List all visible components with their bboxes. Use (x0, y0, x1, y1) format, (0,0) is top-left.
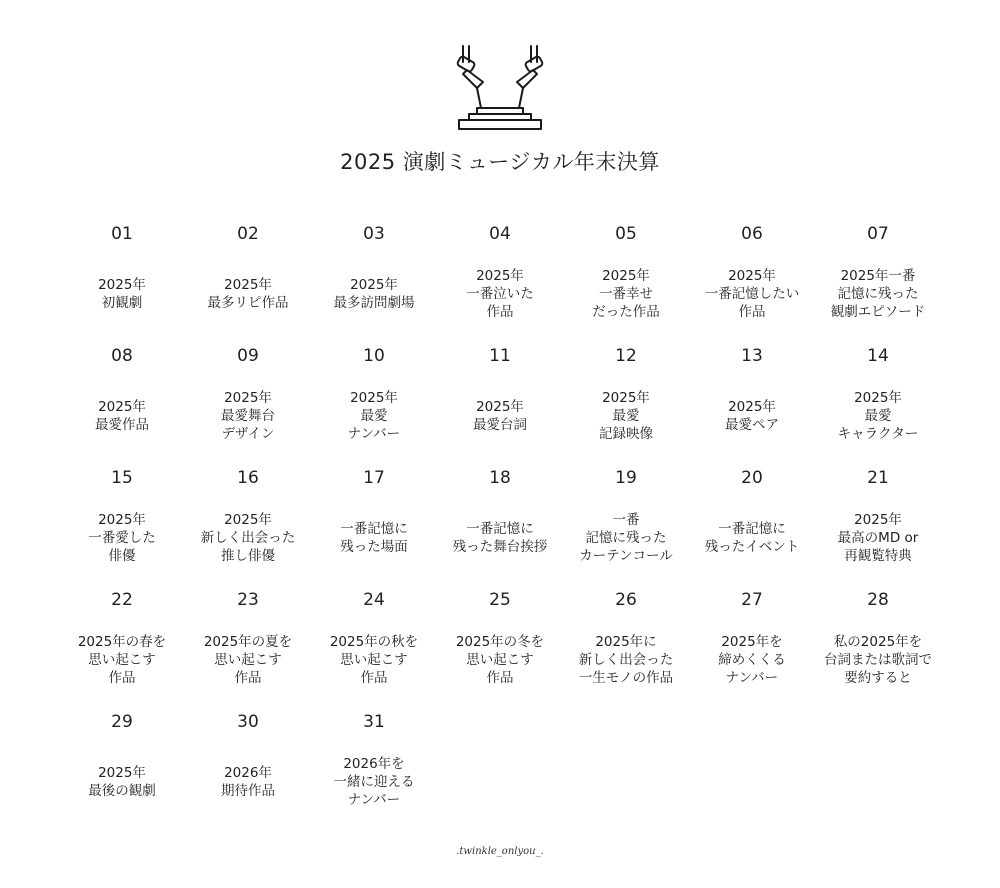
prompt-label-line: 作品 (108, 670, 136, 686)
prompt-label-line: 2025年 (854, 512, 902, 528)
prompt-label-line: 2025年一番 (840, 268, 916, 284)
prompt-label-line: 最多訪問劇場 (333, 295, 415, 311)
prompt-label-line: 初観劇 (101, 295, 143, 311)
prompt-number: 04 (489, 224, 511, 244)
prompt-label-line: 2025年 (98, 765, 146, 781)
prompt-number: 31 (363, 712, 385, 732)
prompt-number: 20 (741, 468, 763, 488)
prompt-label (59, 254, 185, 334)
prompt-label-line: 観劇エピソード (830, 304, 926, 320)
prompt-label-line: 新しく出会った (200, 530, 296, 546)
prompt-label-line: 残ったイベント (704, 539, 800, 555)
prompt-label-line: 最愛舞台 (221, 408, 275, 424)
prompt-label-line: 一番泣いた (466, 286, 534, 302)
prompt-label (185, 254, 311, 334)
prompt-label (563, 620, 689, 700)
prompt-number: 09 (237, 346, 259, 366)
prompt-number: 06 (741, 224, 763, 244)
prompt-label-line: 新しく出会った (578, 652, 674, 668)
prompt-label-line: 2025年の秋を (329, 634, 419, 650)
prompt-label-line: 俳優 (108, 548, 136, 564)
prompt-number: 16 (237, 468, 259, 488)
prompt-label (59, 620, 185, 700)
prompt-label-line: 一緒に迎える (333, 774, 415, 790)
prompt-label (59, 498, 185, 578)
prompt-label-line: デザイン (221, 426, 275, 442)
prompt-number: 17 (363, 468, 385, 488)
prompt-number: 19 (615, 468, 637, 488)
prompt-label-line: 2025年 (98, 277, 146, 293)
prompt-label-line: 2025年の冬を (455, 634, 545, 650)
prompt-label-line: 記憶に残った (837, 286, 919, 302)
prompt-label (311, 620, 437, 700)
prompt-label (437, 620, 563, 700)
prompt-label-line: 締めくくる (718, 652, 786, 668)
prompt-number: 15 (111, 468, 133, 488)
prompt-number: 26 (615, 590, 637, 610)
prompt-label (563, 376, 689, 456)
prompt-label-line: 2025年 (224, 390, 272, 406)
prompt-label-line: カーテンコール (579, 548, 673, 564)
prompt-label (185, 498, 311, 578)
prompt-label-line: 思い起こす (466, 652, 534, 668)
footer-credit: .twinkle_onlyou_. (456, 846, 544, 857)
prompt-label-line: 思い起こす (88, 652, 156, 668)
prompt-label-line: 思い起こす (340, 652, 408, 668)
prompt-number: 14 (867, 346, 889, 366)
prompt-number: 27 (741, 590, 763, 610)
prompt-label-line: 思い起こす (214, 652, 282, 668)
prompt-label-line: 最愛台詞 (473, 417, 527, 433)
prompt-label (185, 742, 311, 822)
prompt-number: 30 (237, 712, 259, 732)
prompt-label (689, 376, 815, 456)
prompt-label (437, 376, 563, 456)
prompt-number: 25 (489, 590, 511, 610)
prompt-label-line: 2026年を (343, 756, 405, 772)
prompt-label-line: 一生モノの作品 (578, 670, 674, 686)
prompt-label-line: 最後の観劇 (88, 783, 156, 799)
prompt-number: 13 (741, 346, 763, 366)
prompt-label-line: 最多リピ作品 (207, 295, 289, 311)
prompt-label-line: 作品 (234, 670, 262, 686)
prompt-label-line: 2026年 (224, 765, 272, 781)
prompt-label-line: 私の2025年を (833, 634, 923, 650)
prompt-label (59, 376, 185, 456)
prompt-label (311, 498, 437, 578)
prompt-number: 22 (111, 590, 133, 610)
prompt-label-line: 記憶に残った (585, 530, 667, 546)
prompt-label-line: ナンバー (347, 426, 401, 442)
prompt-label-line: 2025年の夏を (203, 634, 293, 650)
prompt-label (59, 742, 185, 822)
prompt-label-line: 一番幸せ (599, 286, 653, 302)
prompt-label-line: 2025年 (476, 268, 524, 284)
prompt-label (311, 254, 437, 334)
stage-spotlight-logo (455, 44, 545, 134)
prompt-label (563, 254, 689, 334)
prompt-label-line: 期待作品 (221, 783, 275, 799)
prompt-label-line: 2025年 (854, 390, 902, 406)
prompt-label-line: 2025年 (350, 277, 398, 293)
prompt-label-line: 作品 (486, 304, 514, 320)
prompt-number: 24 (363, 590, 385, 610)
prompt-label-line: 一番記憶に (718, 521, 786, 537)
prompt-number: 21 (867, 468, 889, 488)
prompt-label-line: 一番 (612, 512, 640, 528)
prompt-label-line: 2025年 (224, 277, 272, 293)
prompt-number: 03 (363, 224, 385, 244)
prompt-label-line: 一番愛した (88, 530, 156, 546)
prompt-label-line: 2025年 (602, 390, 650, 406)
prompt-label-line: 一番記憶に (466, 521, 534, 537)
prompt-number: 05 (615, 224, 637, 244)
prompt-label-line: 一番記憶したい (704, 286, 800, 302)
prompt-label-line: 2025年 (98, 512, 146, 528)
prompt-label-line: 2025年 (98, 399, 146, 415)
prompt-label-line: ナンバー (725, 670, 779, 686)
prompt-label (815, 620, 941, 700)
prompt-number: 18 (489, 468, 511, 488)
prompt-label-line: 記録映像 (599, 426, 653, 442)
page-title: 2025 演劇ミュージカル年末決算 (340, 150, 660, 174)
prompt-label (437, 498, 563, 578)
prompt-number: 11 (489, 346, 511, 366)
prompt-label (437, 254, 563, 334)
prompt-number: 02 (237, 224, 259, 244)
prompt-label-line: 2025年 (350, 390, 398, 406)
prompt-label-line: だった作品 (592, 304, 660, 320)
prompt-label (815, 498, 941, 578)
prompt-number: 07 (867, 224, 889, 244)
prompt-label-line: 推し俳優 (221, 548, 275, 564)
prompt-label-line: 作品 (360, 670, 388, 686)
prompt-label (689, 254, 815, 334)
prompt-label-line: 2025年の春を (77, 634, 167, 650)
prompt-label-line: 最愛 (864, 408, 892, 424)
prompt-label-line: 最愛 (612, 408, 640, 424)
prompt-label-line: 要約すると (844, 670, 912, 686)
prompt-label-line: 台詞または歌詞で (824, 652, 932, 668)
prompt-number: 23 (237, 590, 259, 610)
prompt-label-line: 作品 (486, 670, 514, 686)
prompt-label-line: 2025年を (721, 634, 783, 650)
prompt-label-line: 作品 (738, 304, 766, 320)
prompt-label (689, 498, 815, 578)
prompt-number: 28 (867, 590, 889, 610)
prompt-label-line: 一番記憶に (340, 521, 408, 537)
prompt-label (185, 620, 311, 700)
prompt-number: 29 (111, 712, 133, 732)
prompt-label-line: 2025年に (595, 634, 657, 650)
prompt-label-line: ナンバー (347, 792, 401, 808)
prompt-label-line: 残った場面 (340, 539, 408, 555)
prompt-label (563, 498, 689, 578)
prompt-label (311, 742, 437, 822)
prompt-label (689, 620, 815, 700)
prompt-number: 10 (363, 346, 385, 366)
prompt-number: 08 (111, 346, 133, 366)
prompt-label-line: 2025年 (728, 268, 776, 284)
prompt-label-line: 最高のMD or (837, 530, 919, 546)
prompt-label-line: 2025年 (224, 512, 272, 528)
prompt-label-line: キャラクター (837, 426, 919, 442)
prompt-label-line: 残った舞台挨拶 (452, 539, 548, 555)
prompt-label-line: 最愛 (360, 408, 388, 424)
prompt-label (815, 376, 941, 456)
prompt-label-line: 2025年 (602, 268, 650, 284)
prompt-number: 01 (111, 224, 133, 244)
prompt-label (815, 254, 941, 334)
prompt-label-line: 最愛作品 (95, 417, 149, 433)
prompt-number: 12 (615, 346, 637, 366)
prompt-label-line: 2025年 (476, 399, 524, 415)
prompt-label (185, 376, 311, 456)
prompt-label-line: 2025年 (728, 399, 776, 415)
prompt-label (311, 376, 437, 456)
prompt-label-line: 最愛ペア (725, 417, 779, 433)
prompt-label-line: 再観覧特典 (844, 548, 912, 564)
